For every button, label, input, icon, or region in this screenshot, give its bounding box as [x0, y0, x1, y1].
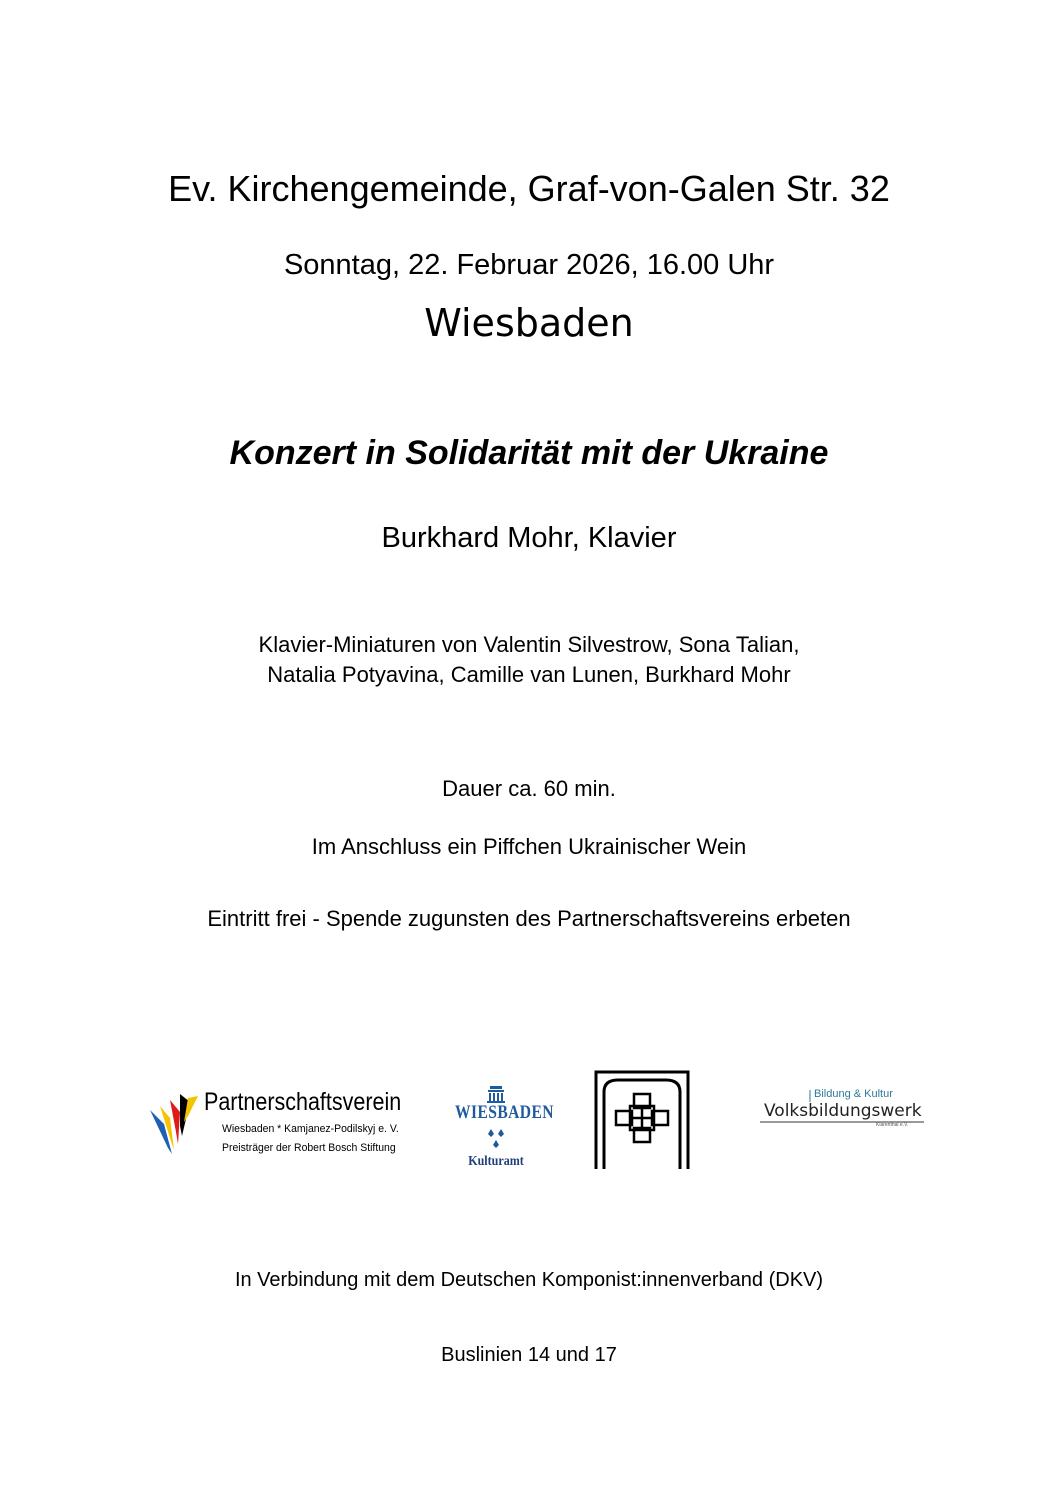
program-line: Natalia Potyavina, Camille van Lunen, Burkhard Mohr — [267, 662, 791, 687]
wiesbaden-department: Kulturamt — [468, 1154, 524, 1169]
concert-title: Konzert in Solidarität mit der Ukraine — [229, 434, 829, 472]
vbw-name: Volksbildungswerk — [764, 1101, 922, 1121]
church-logo — [594, 1070, 690, 1170]
event-date-time: Sonntag, 22. Februar 2026, 16.00 Uhr — [283, 249, 775, 281]
cooperation-note: In Verbindung mit dem Deutschen Komponist:innenverband (DKV) — [234, 1269, 824, 1291]
reception-note: Im Anschluss ein Piffchen Ukrainischer Wein — [311, 834, 747, 859]
city-hall-icon — [446, 1084, 546, 1104]
performer: Burkhard Mohr, Klavier — [381, 522, 677, 554]
wiesbaden-wordmark: WIESBADEN — [455, 1102, 554, 1123]
volksbildungswerk-logo — [758, 1088, 928, 1134]
bus-lines: Buslinien 14 und 17 — [441, 1344, 617, 1366]
admission-note: Eintritt frei - Spende zugunsten des Partnerschaftsvereins erbeten — [207, 906, 851, 931]
venue-address: Ev. Kirchengemeinde, Graf-von-Galen Str. 32 — [168, 168, 890, 209]
vbw-tagline: Bildung & Kultur — [814, 1088, 893, 1100]
partnerschaftsverein-logo — [148, 1086, 402, 1158]
lilies-icon — [446, 1125, 546, 1153]
partner-flag-swoosh-icon — [148, 1092, 204, 1156]
partner-prize: Preisträger der Robert Bosch Stiftung — [222, 1142, 396, 1154]
partner-name: Partnerschaftsverein — [204, 1088, 402, 1116]
program-description — [0, 630, 1058, 690]
church-cross-emblem-icon — [594, 1070, 690, 1170]
partner-subtitle: Wiesbaden * Kamjanez-Podilskyj e. V. — [222, 1123, 399, 1135]
vbw-subline: Klarenthal e.V. — [876, 1122, 909, 1128]
event-city: Wiesbaden — [424, 301, 634, 345]
program-line: Klavier-Miniaturen von Valentin Silvestrow, Sona Talian, — [258, 632, 800, 657]
wiesbaden-kulturamt-logo — [446, 1084, 554, 1174]
duration-note: Dauer ca. 60 min. — [442, 776, 616, 801]
